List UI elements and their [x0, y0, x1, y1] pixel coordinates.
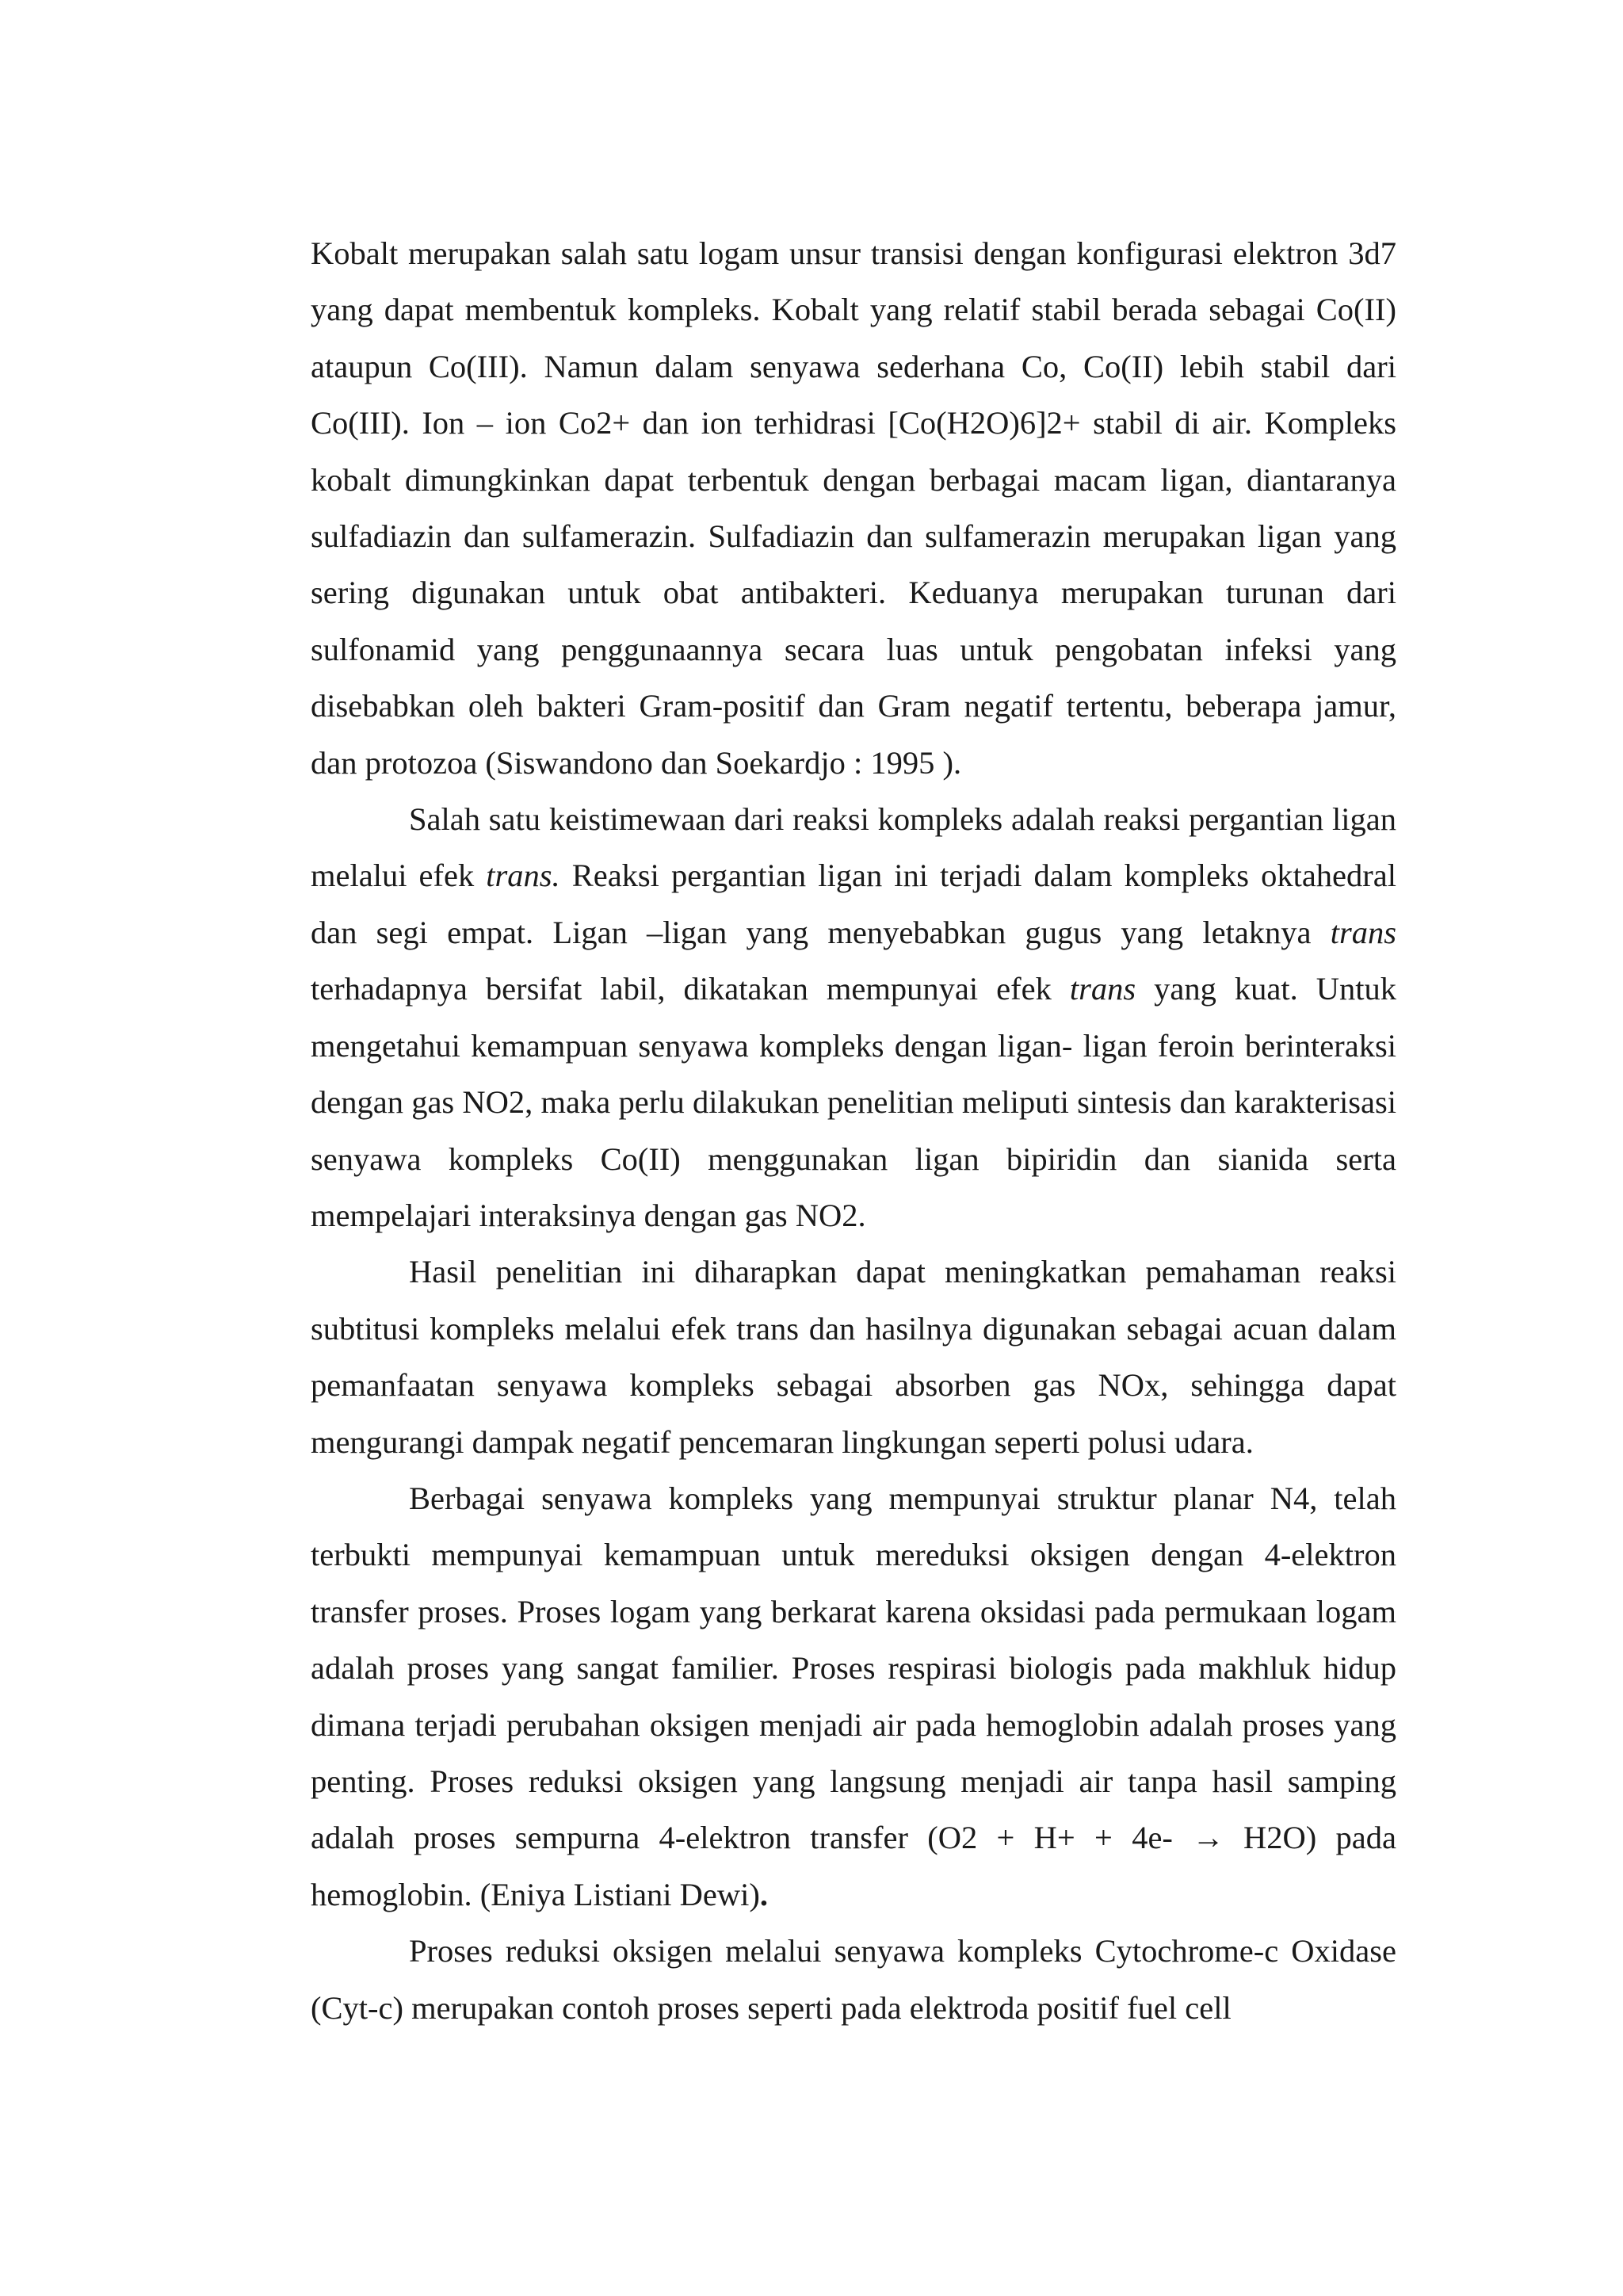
document-body — [311, 225, 1396, 2036]
paragraph-2-text-3: terhadapnya bersifat labil, dikatakan mempunyai efek — [311, 971, 1070, 1007]
paragraph-5-text: Proses reduksi oksigen melalui senyawa kompleks Cytochrome-c Oxidase (Cyt-c) merupakan contoh proses seperti pada elektroda positif fuel cell — [311, 1933, 1396, 2026]
paragraph-3-text: Hasil penelitian ini diharapkan dapat meningkatkan pemahaman reaksi subtitusi kompleks melalui efek trans dan hasilnya digunakan sebagai acuan dalam pemanfaatan senyawa kompleks sebagai absorben gas NOx, sehingga dapat mengurangi dampak negatif pencemaran lingkungan seperti polusi udara. — [311, 1254, 1396, 1460]
paragraph-2-italic-3: trans — [1069, 971, 1136, 1007]
paragraph-2-text-2: Reaksi pergantian ligan ini terjadi dalam kompleks oktahedral dan segi empat. Ligan –ligan yang menyebabkan gugus yang letaknya — [311, 858, 1396, 950]
paragraph-2-text-1: Salah satu keistimewaan dari reaksi kompleks adalah reaksi pergantian ligan melalui efek — [311, 801, 1396, 894]
paragraph-5 — [311, 1923, 1396, 2036]
paragraph-4-text: Berbagai senyawa kompleks yang mempunyai struktur planar N4, telah terbukti mempunyai kemampuan untuk mereduksi oksigen dengan 4-elektron transfer proses. Proses logam yang berkarat karena oksidasi pada permukaan logam adalah proses yang sangat familier. Proses respirasi biologis pada makhluk hidup dimana terjadi perubahan oksigen menjadi air pada hemoglobin adalah proses yang penting. Proses reduksi oksigen yang langsung menjadi air tanpa hasil samping adalah proses sempurna 4-elektron transfer (O2 + H+ + 4e- → H2O) pada hemoglobin. (Eniya Listiani Dewi) — [311, 1480, 1396, 1912]
paragraph-1-text: Kobalt merupakan salah satu logam unsur transisi dengan konfigurasi elektron 3d7 yang dapat membentuk kompleks. Kobalt yang relatif stabil berada sebagai Co(II) ataupun Co(III). Namun dalam senyawa sederhana Co, Co(II) lebih stabil dari Co(III). Ion – ion Co2+ dan ion terhidrasi [Co(H2O)6]2+ stabil di air. Kompleks kobalt dimungkinkan dapat terbentuk dengan berbagai macam ligan, diantaranya sulfadiazin dan sulfamerazin. Sulfadiazin dan sulfamerazin merupakan ligan yang sering digunakan untuk obat antibakteri. Keduanya merupakan turunan dari sulfonamid yang penggunaannya secara luas untuk pengobatan infeksi yang disebabkan oleh bakteri Gram-positif dan Gram negatif tertentu, beberapa jamur, dan protozoa (Siswandono dan Soekardjo : 1995 ). — [311, 235, 1396, 781]
paragraph-3 — [311, 1244, 1396, 1470]
paragraph-2-text-4: yang kuat. Untuk mengetahui kemampuan senyawa kompleks dengan ligan- ligan feroin berinteraksi dengan gas NO2, maka perlu dilakukan penelitian meliputi sintesis dan karakterisasi senyawa kompleks Co(II) menggunakan ligan bipiridin dan sianida serta mempelajari interaksinya dengan gas NO2. — [311, 971, 1396, 1233]
paragraph-2-italic-1: trans. — [486, 858, 560, 894]
paragraph-2 — [311, 791, 1396, 1244]
paragraph-1 — [311, 225, 1396, 791]
paragraph-4 — [311, 1470, 1396, 1923]
paragraph-2-italic-2: trans — [1330, 914, 1396, 950]
paragraph-4-bold-period: . — [759, 1876, 769, 1912]
